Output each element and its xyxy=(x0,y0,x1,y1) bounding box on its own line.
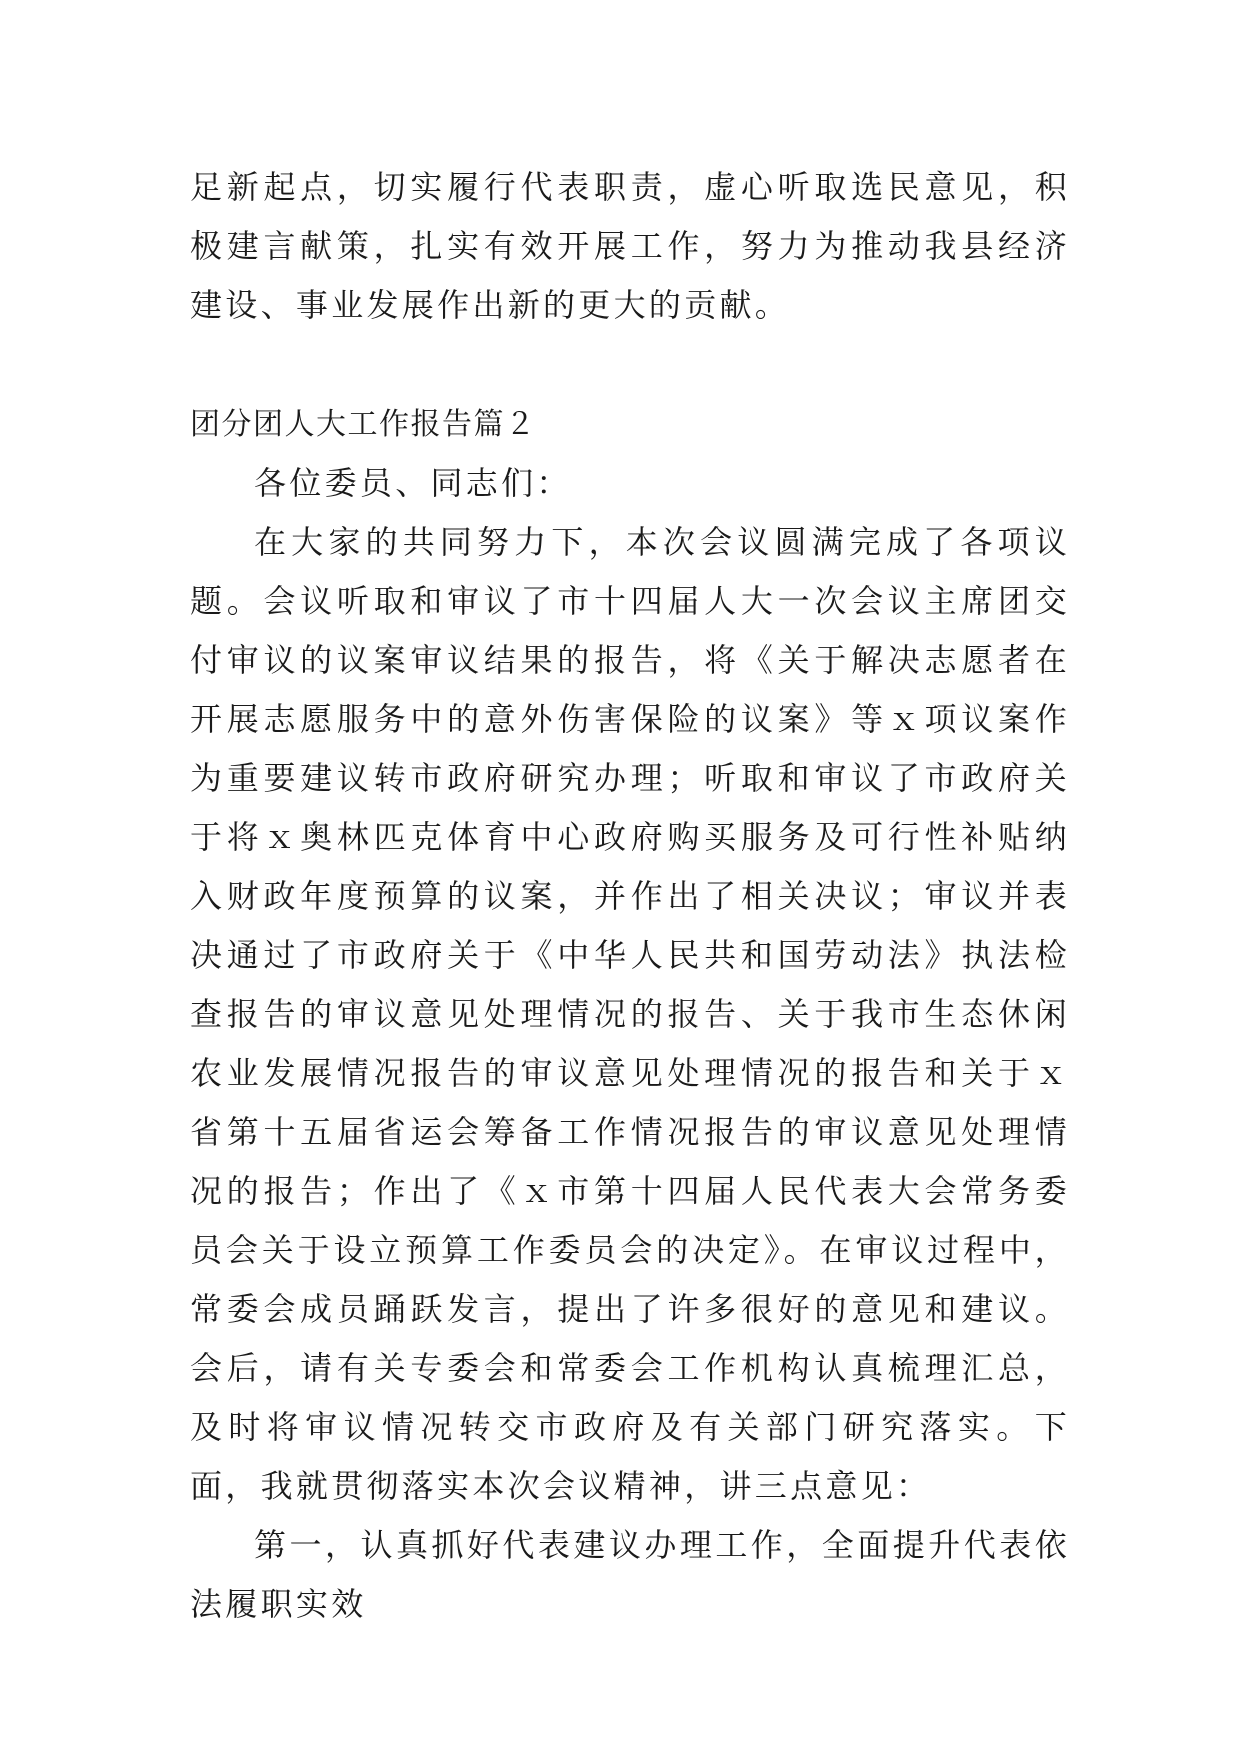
body-paragraph: 在大家的共同努力下，本次会议圆满完成了各项议题。会议听取和审议了市十四届人大一次会议主席团交付审议的议案审议结果的报告，将《关于解决志愿者在开展志愿服务中的意外伤害保险的议案》等ｘ项议案作为重要建议转市政府研究办理；听取和审议了市政府关于将ｘ奥林匹克体育中心政府购买服务及可行性补贴纳入财政年度预算的议案，并作出了相关决议；审议并表决通过了市政府关于《中华人民共和国劳动法》执法检查报告的审议意见处理情况的报告、关于我市生态休闲农业发展情况报告的审议意见处理情况的报告和关于ｘ省第十五届省运会筹备工作情况报告的审议意见处理情况的报告；作出了《ｘ市第十四届人民代表大会常务委员会关于设立预算工作委员会的决定》。在审议过程中，常委会成员踊跃发言，提出了许多很好的意见和建议。会后，请有关专委会和常委会工作机构认真梳理汇总，及时将审议情况转交市政府及有关部门研究落实。下面，我就贯彻落实本次会议精神，讲三点意见： xyxy=(190,523,1070,1505)
continuation-paragraph: 足新起点，切实履行代表职责，虚心听取选民意见，积极建言献策，扎实有效开展工作，努力为推动我县经济建设、事业发展作出新的更大的贡献。 xyxy=(190,168,1070,324)
document-body xyxy=(190,158,1070,1634)
section-title: 团分团人大工作报告篇２ xyxy=(190,407,537,442)
point-heading: 第一，认真抓好代表建议办理工作，全面提升代表依法履职实效 xyxy=(190,1526,1070,1623)
section-gap xyxy=(190,335,1070,395)
salutation: 各位委员、同志们： xyxy=(254,464,572,502)
